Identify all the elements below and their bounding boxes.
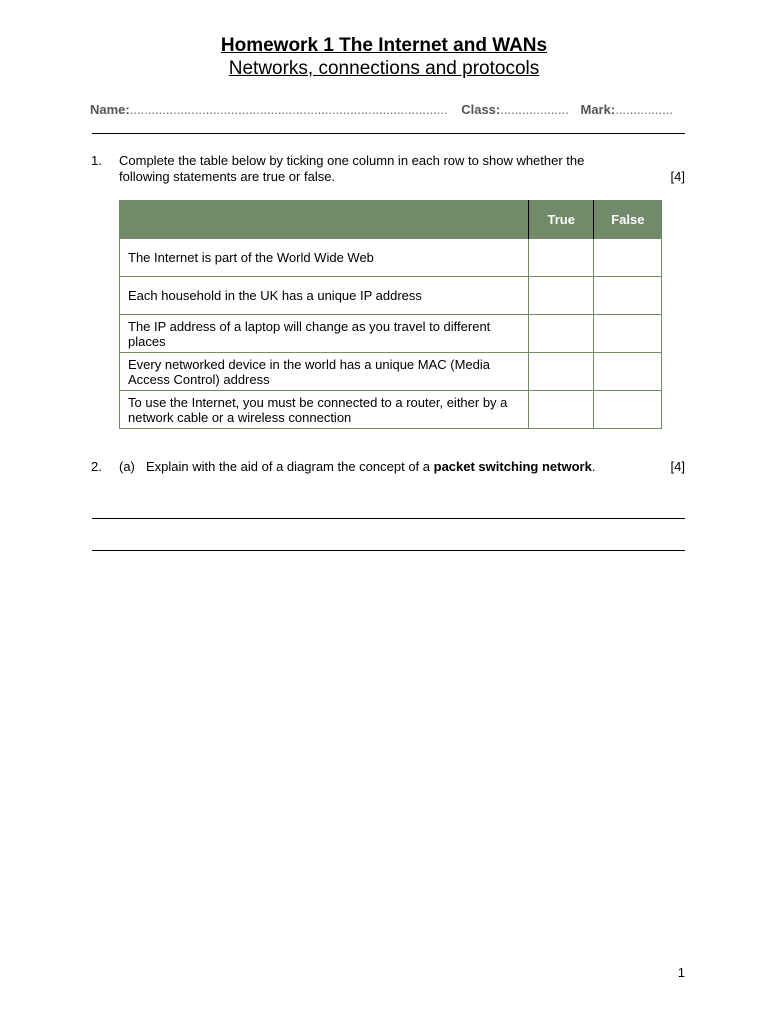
answer-line[interactable] bbox=[92, 518, 685, 519]
page-number: 1 bbox=[677, 965, 685, 980]
class-field[interactable]: ................... bbox=[500, 102, 569, 117]
header-statement bbox=[120, 200, 529, 239]
table-row bbox=[120, 353, 662, 391]
question-2-marks: [4] bbox=[670, 459, 685, 474]
statement-cell: Each household in the UK has a unique IP address bbox=[120, 277, 529, 315]
true-tick-box[interactable] bbox=[529, 353, 594, 391]
header-false: False bbox=[594, 200, 662, 239]
statement-cell: Every networked device in the world has a unique MAC (Media Access Control) address bbox=[120, 353, 529, 391]
statement-cell: The IP address of a laptop will change as you travel to different places bbox=[120, 315, 529, 353]
question-1-number: 1. bbox=[91, 153, 102, 168]
mark-field[interactable]: ................ bbox=[615, 102, 673, 117]
question-2-part: (a) bbox=[119, 459, 135, 474]
header-true: True bbox=[529, 200, 594, 239]
false-tick-box[interactable] bbox=[594, 391, 662, 429]
false-tick-box[interactable] bbox=[594, 277, 662, 315]
page-title: Homework 1 The Internet and WANs bbox=[220, 35, 548, 56]
answer-line[interactable] bbox=[92, 550, 685, 551]
table-row bbox=[120, 239, 662, 277]
header-divider bbox=[92, 133, 685, 134]
question-2-number: 2. bbox=[91, 459, 102, 474]
statement-cell: The Internet is part of the World Wide Web bbox=[120, 239, 529, 277]
table-row bbox=[120, 315, 662, 353]
question-1-line-1: Complete the table below by ticking one column in each row to show whether the bbox=[119, 153, 585, 168]
table-row bbox=[120, 277, 662, 315]
mark-label: Mark: bbox=[580, 102, 616, 117]
page-subtitle: Networks, connections and protocols bbox=[228, 58, 540, 79]
question-1-text bbox=[119, 153, 679, 185]
true-tick-box[interactable] bbox=[529, 277, 594, 315]
true-tick-box[interactable] bbox=[529, 315, 594, 353]
question-1-line-2: following statements are true or false. bbox=[119, 169, 336, 184]
name-label: Name: bbox=[90, 102, 130, 117]
statement-cell: To use the Internet, you must be connected to a router, either by a network cable or a wireless connection bbox=[120, 391, 529, 429]
true-tick-box[interactable] bbox=[529, 239, 594, 277]
student-info-row bbox=[90, 102, 673, 117]
true-false-table bbox=[119, 200, 662, 429]
false-tick-box[interactable] bbox=[594, 239, 662, 277]
question-1-marks: [4] bbox=[670, 169, 685, 184]
name-field[interactable]: ........................................................................................ bbox=[129, 102, 448, 117]
question-2-keyword: packet switching network bbox=[433, 459, 592, 474]
false-tick-box[interactable] bbox=[594, 315, 662, 353]
class-label: Class: bbox=[461, 102, 501, 117]
false-tick-box[interactable] bbox=[594, 353, 662, 391]
question-2-text-after: . bbox=[591, 459, 596, 474]
table-header-row bbox=[120, 200, 662, 239]
question-2-text-before: Explain with the aid of a diagram the concept of a bbox=[146, 459, 434, 474]
question-2-text bbox=[146, 459, 595, 475]
table-row bbox=[120, 391, 662, 429]
true-tick-box[interactable] bbox=[529, 391, 594, 429]
